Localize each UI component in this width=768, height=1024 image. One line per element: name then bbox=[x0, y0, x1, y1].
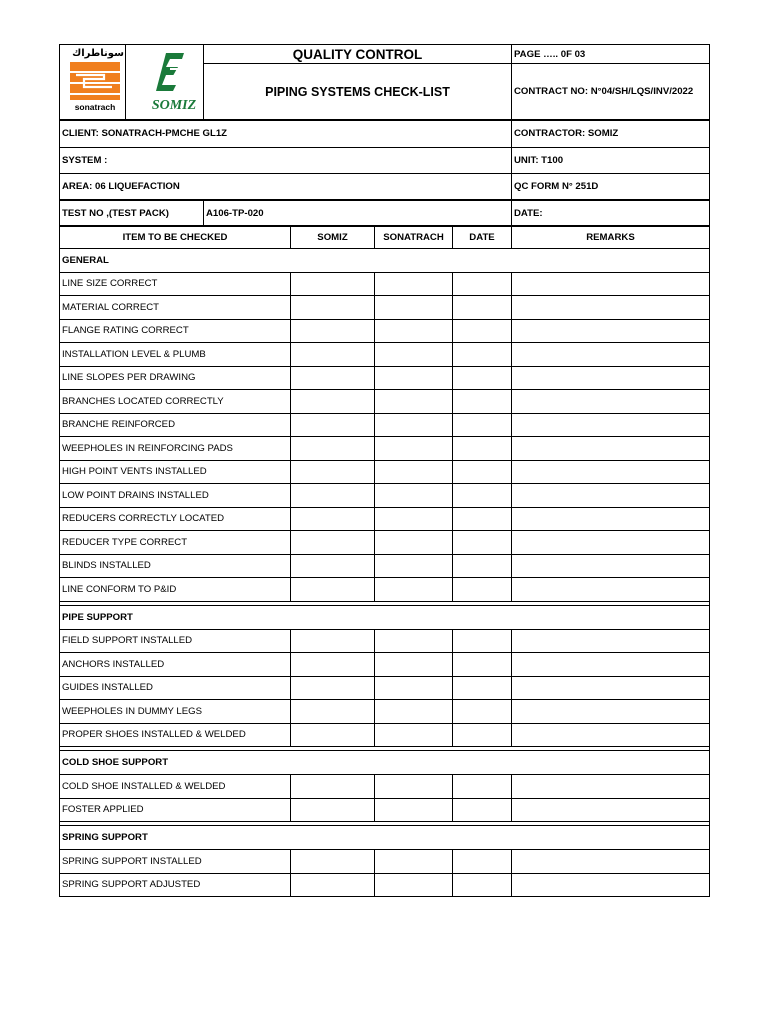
remarks-cell[interactable] bbox=[512, 653, 710, 677]
sonatrach-check-cell[interactable] bbox=[375, 723, 453, 747]
somiz-check-cell[interactable] bbox=[291, 484, 375, 508]
checklist-row bbox=[60, 676, 710, 700]
remarks-cell[interactable] bbox=[512, 343, 710, 367]
checklist-row bbox=[60, 798, 710, 822]
remarks-cell[interactable] bbox=[512, 437, 710, 461]
check-item-label: ANCHORS INSTALLED bbox=[60, 653, 291, 677]
somiz-check-cell[interactable] bbox=[291, 700, 375, 724]
date-cell[interactable] bbox=[453, 460, 512, 484]
checklist-row bbox=[60, 775, 710, 799]
section-pipe-support: PIPE SUPPORT bbox=[60, 605, 710, 629]
somiz-check-cell[interactable] bbox=[291, 850, 375, 874]
qc-form-field[interactable]: QC FORM N° 251D bbox=[512, 173, 710, 200]
section-cold-shoe-support: COLD SHOE SUPPORT bbox=[60, 751, 710, 775]
remarks-cell[interactable] bbox=[512, 296, 710, 320]
check-item-label: BLINDS INSTALLED bbox=[60, 554, 291, 578]
svg-text:SOMIZ: SOMIZ bbox=[151, 98, 197, 113]
sonatrach-check-cell[interactable] bbox=[375, 629, 453, 653]
page-number: PAGE ….. 0F 03 bbox=[512, 45, 710, 64]
checklist-row bbox=[60, 343, 710, 367]
check-item-label: WEEPHOLES IN DUMMY LEGS bbox=[60, 700, 291, 724]
somiz-check-cell[interactable] bbox=[291, 366, 375, 390]
date-cell[interactable] bbox=[453, 676, 512, 700]
check-item-label: HIGH POINT VENTS INSTALLED bbox=[60, 460, 291, 484]
check-item-label: BRANCHES LOCATED CORRECTLY bbox=[60, 390, 291, 414]
somiz-check-cell[interactable] bbox=[291, 413, 375, 437]
checklist-row bbox=[60, 531, 710, 555]
remarks-cell[interactable] bbox=[512, 775, 710, 799]
sonatrach-check-cell[interactable] bbox=[375, 366, 453, 390]
sonatrach-check-cell[interactable] bbox=[375, 873, 453, 897]
checklist-row bbox=[60, 507, 710, 531]
date-cell[interactable] bbox=[453, 484, 512, 508]
remarks-cell[interactable] bbox=[512, 798, 710, 822]
check-item-label: COLD SHOE INSTALLED & WELDED bbox=[60, 775, 291, 799]
date-cell[interactable] bbox=[453, 319, 512, 343]
checklist-row bbox=[60, 629, 710, 653]
somiz-check-cell[interactable] bbox=[291, 437, 375, 461]
somiz-check-cell[interactable] bbox=[291, 775, 375, 799]
check-item-label: PROPER SHOES INSTALLED & WELDED bbox=[60, 723, 291, 747]
remarks-cell[interactable] bbox=[512, 319, 710, 343]
date-cell[interactable] bbox=[453, 531, 512, 555]
system-field[interactable]: SYSTEM : bbox=[60, 147, 512, 173]
date-cell[interactable] bbox=[453, 272, 512, 296]
date-cell[interactable] bbox=[453, 775, 512, 799]
sonatrach-check-cell[interactable] bbox=[375, 390, 453, 414]
check-item-label: LINE SLOPES PER DRAWING bbox=[60, 366, 291, 390]
sonatrach-check-cell[interactable] bbox=[375, 676, 453, 700]
check-item-label: FIELD SUPPORT INSTALLED bbox=[60, 629, 291, 653]
date-cell[interactable] bbox=[453, 507, 512, 531]
remarks-cell[interactable] bbox=[512, 723, 710, 747]
remarks-cell[interactable] bbox=[512, 850, 710, 874]
date-cell[interactable] bbox=[453, 653, 512, 677]
date-cell[interactable] bbox=[453, 554, 512, 578]
remarks-cell[interactable] bbox=[512, 484, 710, 508]
date-cell[interactable] bbox=[453, 723, 512, 747]
remarks-cell[interactable] bbox=[512, 578, 710, 602]
date-cell[interactable] bbox=[453, 629, 512, 653]
remarks-cell[interactable] bbox=[512, 629, 710, 653]
sonatrach-check-cell[interactable] bbox=[375, 850, 453, 874]
date-cell[interactable] bbox=[453, 343, 512, 367]
column-header-row bbox=[60, 226, 710, 248]
remarks-cell[interactable] bbox=[512, 413, 710, 437]
remarks-cell[interactable] bbox=[512, 531, 710, 555]
qc-checklist-sheet bbox=[59, 44, 709, 897]
somiz-check-cell[interactable] bbox=[291, 460, 375, 484]
somiz-check-cell[interactable] bbox=[291, 531, 375, 555]
col-remarks: REMARKS bbox=[512, 226, 710, 248]
checklist-row bbox=[60, 319, 710, 343]
sonatrach-check-cell[interactable] bbox=[375, 413, 453, 437]
checklist-table bbox=[59, 44, 710, 897]
somiz-check-cell[interactable] bbox=[291, 578, 375, 602]
checklist-row bbox=[60, 653, 710, 677]
checklist-row bbox=[60, 873, 710, 897]
svg-text:سوناطراك: سوناطراك bbox=[72, 48, 124, 59]
checklist-row bbox=[60, 296, 710, 320]
checklist-row bbox=[60, 850, 710, 874]
test-no-label: TEST NO ,(TEST PACK) bbox=[60, 200, 204, 226]
sonatrach-check-cell[interactable] bbox=[375, 554, 453, 578]
date-cell[interactable] bbox=[453, 798, 512, 822]
sonatrach-check-cell[interactable] bbox=[375, 343, 453, 367]
section-general: GENERAL bbox=[60, 248, 710, 272]
checklist-row bbox=[60, 413, 710, 437]
checklist-title: PIPING SYSTEMS CHECK-LIST bbox=[204, 64, 512, 120]
test-no-value[interactable]: A106-TP-020 bbox=[204, 200, 512, 226]
check-item-label: FOSTER APPLIED bbox=[60, 798, 291, 822]
general-items bbox=[60, 272, 710, 601]
remarks-cell[interactable] bbox=[512, 676, 710, 700]
unit-field[interactable]: UNIT: T100 bbox=[512, 147, 710, 173]
check-item-label: REDUCERS CORRECTLY LOCATED bbox=[60, 507, 291, 531]
client-field[interactable]: CLIENT: SONATRACH-PMCHE GL1Z bbox=[60, 120, 512, 147]
col-item: ITEM TO BE CHECKED bbox=[60, 226, 291, 248]
col-sonatrach: SONATRACH bbox=[375, 226, 453, 248]
date-cell[interactable] bbox=[453, 873, 512, 897]
remarks-cell[interactable] bbox=[512, 366, 710, 390]
checklist-row bbox=[60, 484, 710, 508]
col-date: DATE bbox=[453, 226, 512, 248]
checklist-row bbox=[60, 578, 710, 602]
section-spring-support: SPRING SUPPORT bbox=[60, 826, 710, 850]
date-cell[interactable] bbox=[453, 437, 512, 461]
sonatrach-check-cell[interactable] bbox=[375, 296, 453, 320]
sonatrach-check-cell[interactable] bbox=[375, 437, 453, 461]
somiz-check-cell[interactable] bbox=[291, 798, 375, 822]
check-item-label: LINE SIZE CORRECT bbox=[60, 272, 291, 296]
checklist-row bbox=[60, 366, 710, 390]
check-item-label: BRANCHE REINFORCED bbox=[60, 413, 291, 437]
sonatrach-check-cell[interactable] bbox=[375, 531, 453, 555]
somiz-logo bbox=[126, 45, 203, 119]
date-cell[interactable] bbox=[453, 296, 512, 320]
pipe-support-items bbox=[60, 629, 710, 747]
somiz-check-cell[interactable] bbox=[291, 676, 375, 700]
remarks-cell[interactable] bbox=[512, 507, 710, 531]
somiz-check-cell[interactable] bbox=[291, 873, 375, 897]
checklist-row bbox=[60, 460, 710, 484]
check-item-label: REDUCER TYPE CORRECT bbox=[60, 531, 291, 555]
somiz-check-cell[interactable] bbox=[291, 653, 375, 677]
somiz-check-cell[interactable] bbox=[291, 296, 375, 320]
area-field[interactable]: AREA: 06 LIQUEFACTION bbox=[60, 173, 512, 200]
somiz-check-cell[interactable] bbox=[291, 723, 375, 747]
quality-control-title: QUALITY CONTROL bbox=[204, 45, 512, 64]
somiz-check-cell[interactable] bbox=[291, 554, 375, 578]
sonatrach-check-cell[interactable] bbox=[375, 272, 453, 296]
checklist-row bbox=[60, 272, 710, 296]
check-item-label: LINE CONFORM TO P&ID bbox=[60, 578, 291, 602]
sonatrach-check-cell[interactable] bbox=[375, 319, 453, 343]
date-cell[interactable] bbox=[453, 366, 512, 390]
check-item-label: INSTALLATION LEVEL & PLUMB bbox=[60, 343, 291, 367]
checklist-row bbox=[60, 700, 710, 724]
col-somiz: SOMIZ bbox=[291, 226, 375, 248]
sonatrach-check-cell[interactable] bbox=[375, 798, 453, 822]
sonatrach-check-cell[interactable] bbox=[375, 775, 453, 799]
contractor-field[interactable]: CONTRACTOR: SOMIZ bbox=[512, 120, 710, 147]
somiz-check-cell[interactable] bbox=[291, 390, 375, 414]
sonatrach-logo bbox=[60, 45, 124, 119]
date-cell[interactable] bbox=[453, 700, 512, 724]
checklist-row bbox=[60, 723, 710, 747]
sonatrach-check-cell[interactable] bbox=[375, 507, 453, 531]
spring-items bbox=[60, 850, 710, 897]
checklist-row bbox=[60, 554, 710, 578]
check-item-label: FLANGE RATING CORRECT bbox=[60, 319, 291, 343]
sonatrach-check-cell[interactable] bbox=[375, 578, 453, 602]
remarks-cell[interactable] bbox=[512, 873, 710, 897]
sonatrach-logo-cell bbox=[60, 45, 126, 121]
date-field[interactable]: DATE: bbox=[512, 200, 710, 226]
sonatrach-check-cell[interactable] bbox=[375, 484, 453, 508]
remarks-cell[interactable] bbox=[512, 554, 710, 578]
somiz-check-cell[interactable] bbox=[291, 272, 375, 296]
somiz-check-cell[interactable] bbox=[291, 319, 375, 343]
sonatrach-check-cell[interactable] bbox=[375, 653, 453, 677]
somiz-check-cell[interactable] bbox=[291, 629, 375, 653]
contract-number: CONTRACT NO: N°04/SH/LQS/INV/2022 bbox=[512, 64, 710, 120]
cold-shoe-items bbox=[60, 775, 710, 822]
check-item-label: LOW POINT DRAINS INSTALLED bbox=[60, 484, 291, 508]
sonatrach-check-cell[interactable] bbox=[375, 460, 453, 484]
remarks-cell[interactable] bbox=[512, 390, 710, 414]
check-item-label: MATERIAL CORRECT bbox=[60, 296, 291, 320]
somiz-check-cell[interactable] bbox=[291, 507, 375, 531]
remarks-cell[interactable] bbox=[512, 272, 710, 296]
check-item-label: GUIDES INSTALLED bbox=[60, 676, 291, 700]
somiz-check-cell[interactable] bbox=[291, 343, 375, 367]
check-item-label: SPRING SUPPORT ADJUSTED bbox=[60, 873, 291, 897]
sonatrach-check-cell[interactable] bbox=[375, 700, 453, 724]
check-item-label: SPRING SUPPORT INSTALLED bbox=[60, 850, 291, 874]
date-cell[interactable] bbox=[453, 390, 512, 414]
somiz-logo-cell bbox=[126, 45, 204, 121]
checklist-row bbox=[60, 437, 710, 461]
date-cell[interactable] bbox=[453, 850, 512, 874]
check-item-label: WEEPHOLES IN REINFORCING PADS bbox=[60, 437, 291, 461]
remarks-cell[interactable] bbox=[512, 460, 710, 484]
svg-text:sonatrach: sonatrach bbox=[74, 102, 116, 112]
checklist-row bbox=[60, 390, 710, 414]
date-cell[interactable] bbox=[453, 578, 512, 602]
date-cell[interactable] bbox=[453, 413, 512, 437]
remarks-cell[interactable] bbox=[512, 700, 710, 724]
